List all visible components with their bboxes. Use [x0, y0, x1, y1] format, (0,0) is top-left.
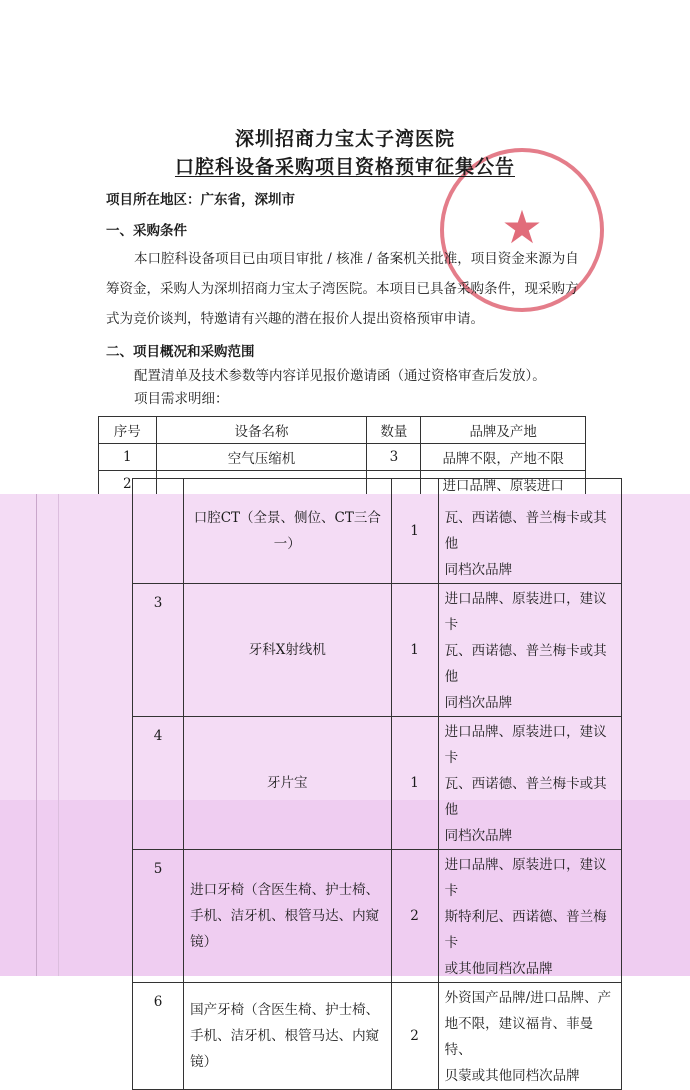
cell-qty: 3 — [367, 444, 421, 471]
cell-qty: 1 — [391, 717, 438, 850]
requirements-table-lower — [132, 478, 622, 1090]
section1-para-line1: 本口腔科设备项目已由项目审批 / 核准 / 备案机关批准，项目资金来源为自 — [134, 251, 579, 267]
cell-name: 牙片宝 — [184, 717, 391, 850]
brand-line: 或其他同档次品牌 — [444, 961, 553, 977]
table-row — [133, 584, 622, 717]
brand-line: 贝蒙或其他同档次品牌 — [444, 1068, 580, 1084]
table-row — [133, 479, 622, 584]
cell-no — [133, 479, 184, 584]
section1-heading: 一、采购条件 — [106, 223, 187, 239]
cell-qty: 1 — [391, 479, 438, 584]
brand-line: 地不限，建议福肯、菲曼特、 — [444, 1016, 594, 1058]
brand-line: 瓦、西诺德、普兰梅卡或其他 — [444, 510, 607, 552]
project-location: 项目所在地区：广东省，深圳市 — [106, 192, 295, 208]
seal-star-icon: ★ — [501, 199, 543, 254]
table-row — [99, 444, 586, 471]
scan-edge-line — [36, 494, 37, 976]
cell-qty: 1 — [391, 584, 438, 717]
header-no: 序号 — [99, 417, 157, 444]
title-announcement-text: 口腔科设备采购项目资格预审征集公告 — [174, 156, 515, 178]
cell-no: 2 — [99, 471, 157, 498]
header-name: 设备名称 — [156, 417, 367, 444]
brand-line: 斯特利尼、西诺德、普兰梅卡 — [444, 909, 607, 951]
table-row — [133, 717, 622, 850]
table-row — [133, 983, 622, 1090]
cell-no: 6 — [133, 983, 184, 1090]
brand-line: 瓦、西诺德、普兰梅卡或其他 — [444, 776, 607, 818]
table-row — [133, 850, 622, 983]
cell-no: 4 — [133, 717, 184, 850]
header-brand: 品牌及产地 — [421, 417, 586, 444]
cell-no: 5 — [133, 850, 184, 983]
cell-name: 国产牙椅（含医生椅、护士椅、手机、洁牙机、根管马达、内窥镜） — [184, 983, 391, 1090]
cell-name: 进口牙椅（含医生椅、护士椅、手机、洁牙机、根管马达、内窥镜） — [184, 850, 391, 983]
cell-brand: 进口品牌、原装进口 — [421, 471, 586, 498]
section1-para-line3: 式为竞价谈判，特邀请有兴趣的潜在报价人提出资格预审申请。 — [106, 311, 484, 327]
scan-edge-line — [58, 494, 59, 976]
title-hospital: 深圳招商力宝太子湾医院 — [234, 128, 455, 150]
cell-name: 牙科X射线机 — [184, 584, 391, 717]
cell-brand — [438, 717, 621, 850]
cell-qty: 2 — [391, 850, 438, 983]
header-qty: 数量 — [367, 417, 421, 444]
brand-line: 进口品牌、原装进口，建议卡 — [444, 591, 607, 633]
brand-line: 外资国产品牌/进口品牌、产 — [444, 990, 612, 1006]
section2-heading: 二、项目概况和采购范围 — [106, 344, 255, 360]
cell-brand — [438, 584, 621, 717]
brand-line: 进口品牌、原装进口，建议卡 — [444, 857, 607, 899]
section2-line2: 项目需求明细： — [134, 391, 229, 407]
cell-qty: 2 — [391, 983, 438, 1090]
cell-name: 空气压缩机 — [156, 444, 367, 471]
brand-line: 同档次品牌 — [444, 695, 513, 711]
section2-line1: 配置清单及技术参数等内容详见报价邀请函（通过资格审查后发放）。 — [134, 368, 546, 384]
cell-brand — [438, 983, 621, 1090]
table-header-row — [99, 417, 586, 444]
brand-line: 进口品牌、原装进口，建议卡 — [444, 724, 607, 766]
brand-line: 同档次品牌 — [444, 562, 513, 578]
brand-line: 瓦、西诺德、普兰梅卡或其他 — [444, 643, 607, 685]
cell-brand: 品牌不限，产地不限 — [421, 444, 586, 471]
title-announcement — [0, 152, 690, 179]
cell-no: 3 — [133, 584, 184, 717]
cell-brand — [438, 850, 621, 983]
brand-line: 同档次品牌 — [444, 828, 513, 844]
cell-brand — [438, 479, 621, 584]
cell-name: 口腔CT（全景、侧位、CT三合一） — [184, 479, 391, 584]
cell-no: 1 — [99, 444, 157, 471]
section1-para-line2: 筹资金，采购人为深圳招商力宝太子湾医院。本项目已具备采购条件，现采购方 — [106, 281, 579, 297]
